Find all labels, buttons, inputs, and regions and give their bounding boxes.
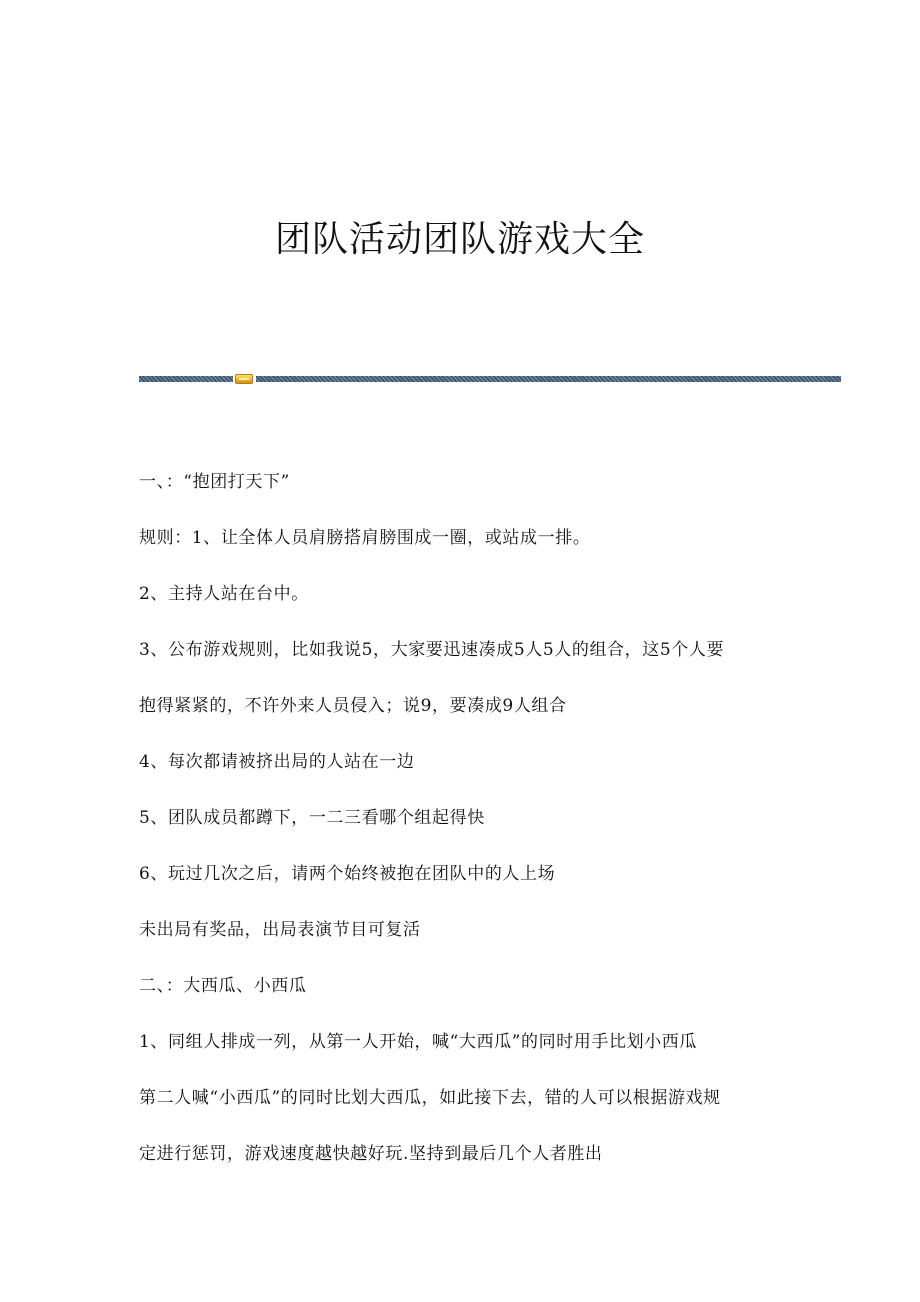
document-body — [139, 468, 799, 1168]
rule-line-3: 3、公布游戏规则，比如我说5，大家要迅速凑成5人5人的组合，这5个人要 — [139, 640, 725, 660]
rule-line-3-cont: 抱得紧紧的，不许外来人员侵入；说9，要凑成9人组合 — [139, 696, 567, 716]
decorative-divider — [139, 374, 841, 384]
game2-line-2: 第二人喊“小西瓜”的同时比划大西瓜，如此接下去，错的人可以根据游戏规 — [139, 1088, 721, 1108]
section-heading-1: 一、：“抱团打天下” — [139, 472, 290, 492]
rule-line-6: 6、玩过几次之后，请两个始终被抱在团队中的人上场 — [139, 864, 556, 884]
divider-bar-left — [139, 376, 233, 382]
section-heading-2: 二、：大西瓜、小西瓜 — [139, 976, 307, 996]
game2-line-3: 定进行惩罚，游戏速度越快越好玩.坚持到最后几个人者胜出 — [139, 1144, 603, 1164]
rule-line-2: 2、主持人站在台中。 — [139, 584, 309, 604]
divider-ornament-icon — [235, 374, 253, 384]
rule-note: 未出局有奖品，出局表演节目可复活 — [139, 920, 421, 940]
rule-line-5: 5、团队成员都蹲下，一二三看哪个组起得快 — [139, 808, 485, 828]
divider-bar-right — [256, 376, 841, 382]
document-title: 团队活动团队游戏大全 — [274, 219, 645, 260]
rule-line-4: 4、每次都请被挤出局的人站在一边 — [139, 752, 415, 772]
rule-line-1: 规则：1、让全体人员肩膀搭肩膀围成一圈，或站成一排。 — [139, 528, 591, 548]
game2-line-1: 1、同组人排成一列，从第一人开始，喊“大西瓜”的同时用手比划小西瓜 — [139, 1032, 697, 1052]
